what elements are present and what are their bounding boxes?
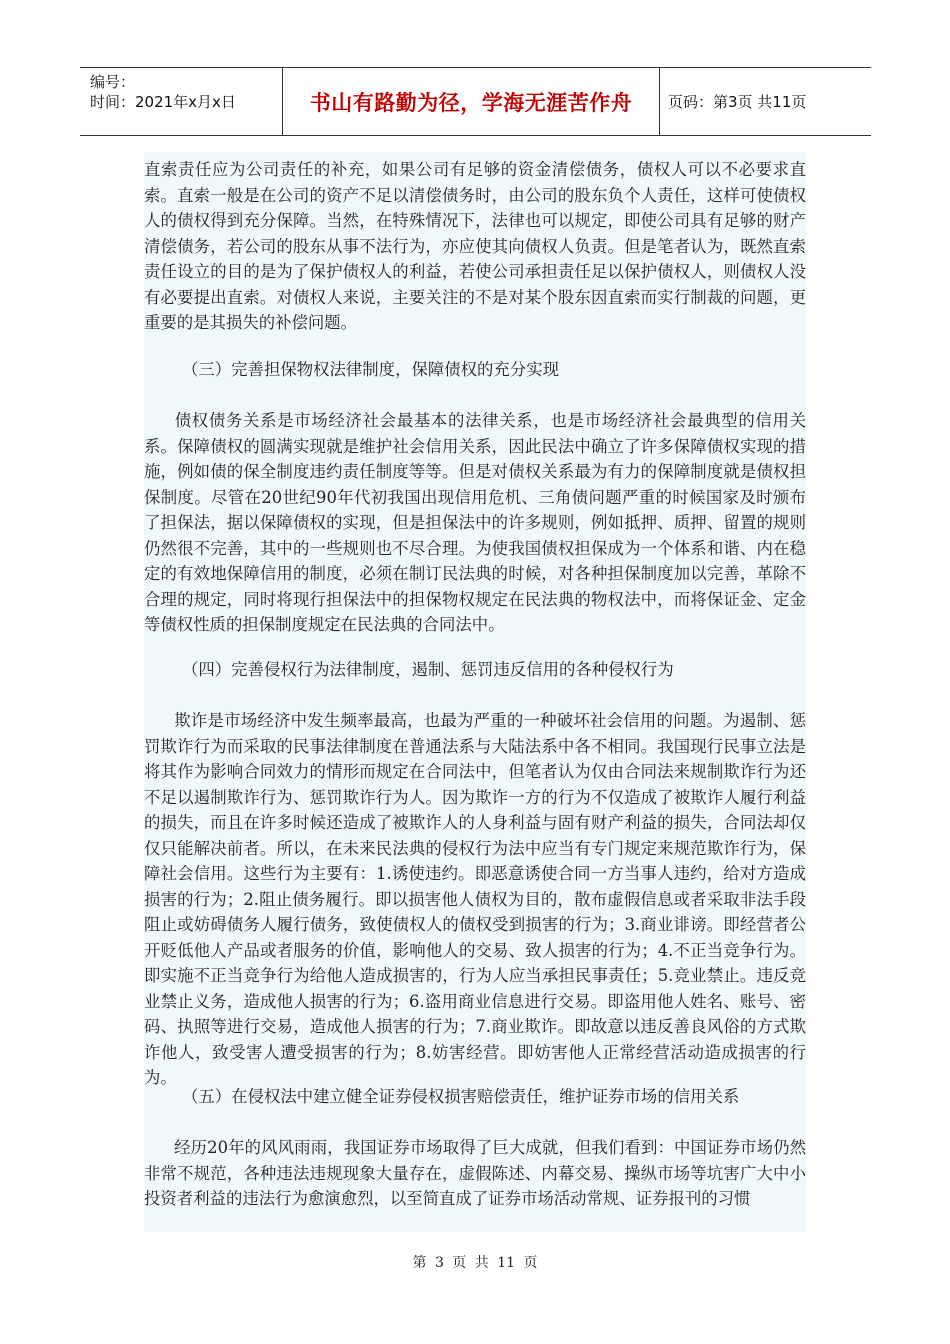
motto: 书山有路勤为径，学海无涯苦作舟	[309, 90, 633, 115]
document-body	[144, 152, 806, 1232]
document-date: 时间：2021年x月x日	[90, 93, 236, 111]
header-motto-cell	[282, 68, 660, 135]
section-heading-3: （三）完善担保物权法律制度，保障债权的充分实现	[182, 360, 559, 379]
paragraph-securities: 经历20年的风风雨雨，我国证券市场取得了巨大成就，但我们看到：中国证券市场仍然非常不规范，各种违法违规现象大量存在，虚假陈述、内幕交易、操纵市场等坑害广大中小投资者利益的违法行为愈演愈烈，以至简直成了证券市场活动常规、证券报刊的习惯	[144, 1138, 806, 1208]
document-number: 编号：	[90, 73, 136, 91]
section-heading-4: （四）完善侵权行为法律制度，遏制、惩罚违反信用的各种侵权行为	[182, 660, 674, 679]
page-indicator: 页码：第3页 共11页	[668, 93, 807, 111]
paragraph-direct-claim: 直索责任应为公司责任的补充，如果公司有足够的资金清偿债务，债权人可以不必要求直索。直索一般是在公司的资产不足以清偿债务时，由公司的股东负个人责任，这样可使债权人的债权得到充分保障。当然，在特殊情况下，法律也可以规定，即使公司具有足够的财产清偿债务，若公司的股东从事不法行为，亦应使其向债权人负责。但是笔者认为，既然直索责任设立的目的是为了保护债权人的利益，若使公司承担责任足以保护债权人，则债权人没有必要提出直索。对债权人来说，主要关注的不是对某个股东因直索而实行制裁的问题，更重要的是其损失的补偿问题。	[144, 160, 806, 332]
paragraph-fraud: 欺诈是市场经济中发生频率最高，也最为严重的一种破坏社会信用的问题。为遏制、惩罚欺诈行为而采取的民事法律制度在普通法系与大陆法系中各不相同。我国现行民事立法是将其作为影响合同效力的情形而规定在合同法中，但笔者认为仅由合同法来规制欺诈行为还不足以遏制欺诈行为、惩罚欺诈行为人。因为欺诈一方的行为不仅造成了被欺诈人履行利益的损失，而且在许多时候还造成了被欺诈人的人身利益与固有财产利益的损失，合同法却仅仅只能解决前者。所以，在未来民法典的侵权行为法中应当有专门规定来规范欺诈行为，保障社会信用。这些行为主要有：1.诱使违约。即恶意诱使合同一方当事人违约，给对方造成损害的行为；2.阻止债务履行。即以损害他人债权为目的，散布虚假信息或者采取非法手段阻止或妨碍债务人履行债务，致使债权人的债权受到损害的行为；3.商业诽谤。即经营者公开贬低他人产品或者服务的价值，影响他人的交易、致人损害的行为；4.不正当竞争行为。即实施不正当竞争行为给他人造成损害的，行为人应当承担民事责任；5.竞业禁止。违反竞业禁止义务，造成他人损害的行为；6.盗用商业信息进行交易。即盗用他人姓名、账号、密码、执照等进行交易，造成他人损害的行为；7.商业欺诈。即故意以违反善良风俗的方式欺诈他人，致受害人遭受损害的行为；8.妨害经营。即妨害他人正常经营活动造成损害的行为。	[144, 711, 806, 1087]
header-meta	[80, 68, 282, 135]
page-header	[80, 67, 871, 136]
section-heading-5: （五）在侵权法中建立健全证券侵权损害赔偿责任，维护证券市场的信用关系	[182, 1087, 740, 1106]
page-footer: 第 3 页 共 11 页	[412, 1255, 538, 1271]
header-page-cell	[660, 68, 871, 135]
paragraph-guarantee: 债权债务关系是市场经济社会最基本的法律关系，也是市场经济社会最典型的信用关系。保障债权的圆满实现就是维护社会信用关系，因此民法中确立了许多保障债权实现的措施，例如债的保全制度违约责任制度等等。但是对债权关系最为有力的保障制度就是债权担保制度。尽管在20世纪90年代初我国出现信用危机、三角债问题严重的时候国家及时颁布了担保法，据以保障债权的实现，但是担保法中的许多规则，例如抵押、质押、留置的规则仍然很不完善，其中的一些规则也不尽合理。为使我国债权担保成为一个体系和谐、内在稳定的有效地保障信用的制度，必须在制订民法典的时候，对各种担保制度加以完善，革除不合理的规定，同时将现行担保法中的担保物权规定在民法典的物权法中，而将保证金、定金等债权性质的担保制度规定在民法典的合同法中。	[144, 411, 806, 634]
